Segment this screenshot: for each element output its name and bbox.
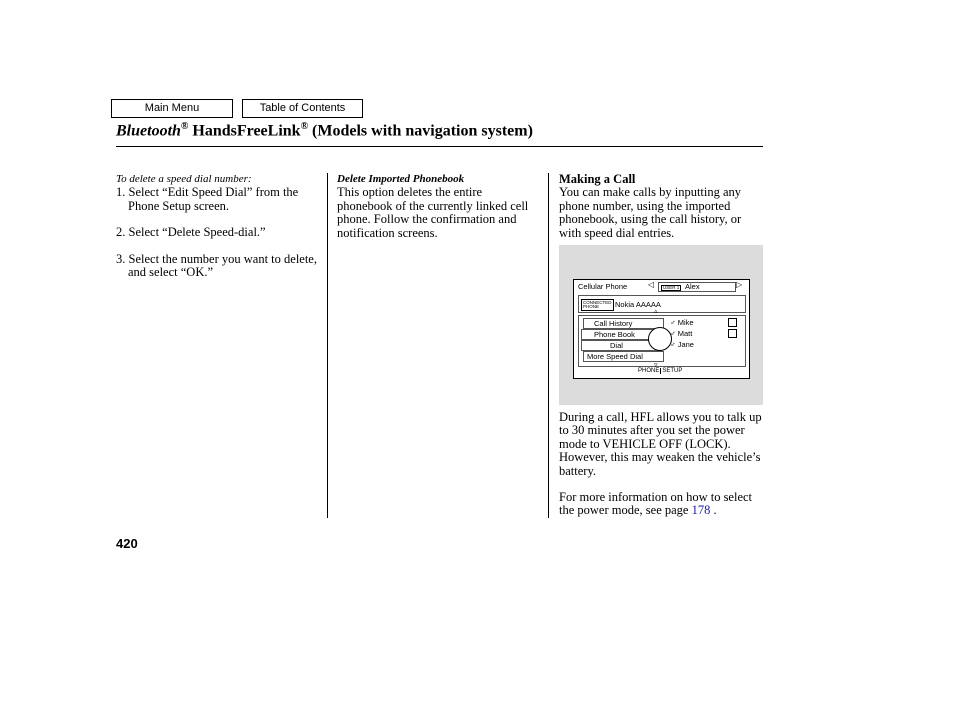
menu-more-speed-dial[interactable]: More Speed Dial [583,351,664,362]
section-intro: You can make calls by inputting any phone number, using the imported phonebook, using the call history, or with speed dial entries. [559,185,742,240]
phone-name: Nokia AAAAA [615,300,661,309]
screen-title: Cellular Phone [578,282,628,291]
step-1: 1. Select “Edit Speed Dial” from the Phone Setup screen. [116,185,299,213]
phone-icon [728,318,737,327]
column-divider [327,173,328,518]
menu-call-history[interactable]: Call History [583,318,664,329]
column-making-call [559,173,763,240]
reg-mark: ® [180,121,189,132]
note-text: For more information on how to select the power mode, see page [559,490,753,518]
title-suffix: (Models with navigation system) [308,122,533,140]
page-link[interactable]: 178 [691,503,711,518]
contact-name: Mike [677,318,694,327]
reg-mark: ® [300,121,309,132]
step-3: 3. Select the number you want to delete, and select “OK.” [116,251,317,280]
page-title [116,121,533,140]
connected-badge [581,299,614,311]
table-of-contents-button[interactable]: Table of Contents [242,99,363,118]
title-product: HandsFreeLink [188,122,301,140]
phone-label: PHONE [583,304,600,309]
section-body: This option deletes the entire phonebook of the currently linked cell phone. Follow the confirmation and notification screens. [337,185,529,240]
user-field [658,282,736,292]
column-making-call-cont [559,411,763,518]
menu-phone-book[interactable]: Phone Book [581,329,662,340]
phone-icon [728,329,737,338]
contact-row[interactable]: ♂ Mike [670,318,694,327]
screen-footer [638,368,682,374]
section-heading: Delete Imported Phonebook [337,173,465,185]
screen-figure [559,245,763,405]
contact-name: Jane [677,340,694,349]
contact-row[interactable]: ♂ Jane [670,340,694,349]
menu-dial[interactable]: Dial [581,340,662,351]
power-mode-note [559,491,763,518]
contact-row[interactable]: ♂ Matt [670,329,693,338]
arrow-up-icon: ▵ [654,308,658,315]
column-delete-phonebook [337,173,537,240]
selector-knob [648,327,672,351]
cellular-phone-screen [573,279,750,379]
note-end: . [710,503,717,518]
title-rule [116,146,763,147]
arrow-down-icon: ▿ [654,362,658,369]
page-number: 420 [116,536,138,551]
connected-label: CONNECTED [583,300,612,305]
section-heading: To delete a speed dial number: [116,173,252,185]
arrow-right-icon: ▷ [736,280,743,289]
section-heading: Making a Call [559,172,636,186]
arrow-left-icon: ◁ [648,280,655,289]
connected-phone-field [578,295,746,313]
user-name: Alex [685,282,700,291]
main-menu-button[interactable]: Main Menu [111,99,233,118]
footer-phone: PHONE [638,368,660,374]
user-badge: USER 1 [663,285,680,290]
column-divider [548,173,549,518]
step-2: 2. Select “Delete Speed-dial.” [116,225,266,240]
footer-setup: SETUP [662,368,683,374]
column-speed-dial [116,173,320,279]
battery-note: During a call, HFL allows you to talk up to 30 minutes after you set the power mode to VEHICLE OFF (LOCK). However, this may weaken the vehicle’s battery. [559,410,762,478]
contact-name: Matt [677,329,693,338]
title-brand: Bluetooth [116,122,181,140]
